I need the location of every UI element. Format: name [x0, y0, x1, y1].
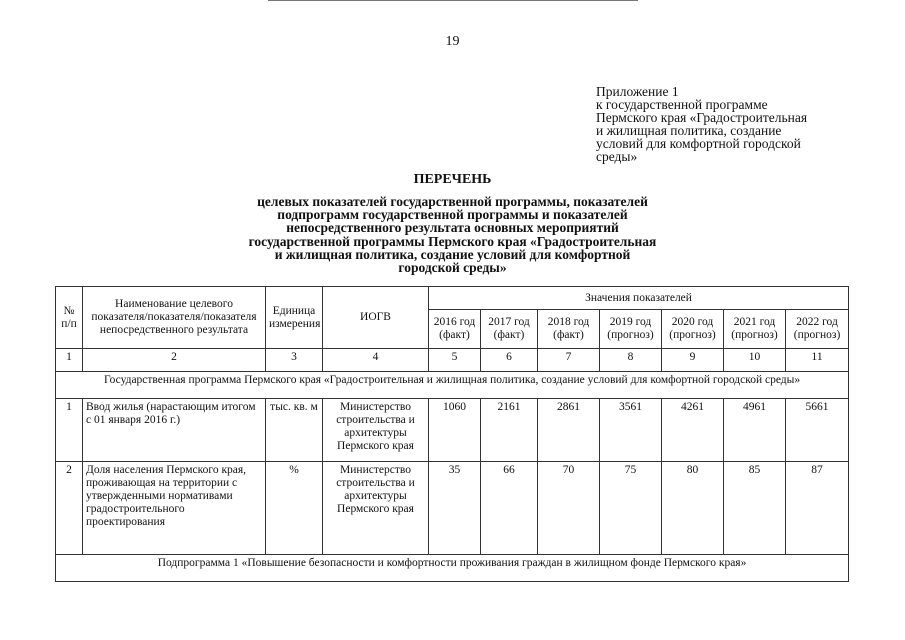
- row-value: 35: [429, 462, 481, 555]
- column-numbers-row: [56, 349, 849, 372]
- column-number: 5: [429, 349, 481, 372]
- appendix-line: Приложение 1: [596, 84, 679, 99]
- header-year: 2020 год (прогноз): [662, 310, 724, 349]
- column-number: 4: [323, 349, 429, 372]
- header-year: 2022 год (прогноз): [786, 310, 849, 349]
- row-value: 66: [481, 462, 538, 555]
- appendix-line: среды»: [596, 149, 638, 164]
- header-year: 2021 год (прогноз): [724, 310, 786, 349]
- header-name: Наименование целевого показателя/показателя/показателя непосредственного результата: [83, 287, 266, 349]
- row-value: 3561: [600, 399, 662, 462]
- header-year: 2019 год (прогноз): [600, 310, 662, 349]
- subtitle-line: государственной программы Пермского края «Градостроительная: [248, 233, 657, 249]
- column-number: 6: [481, 349, 538, 372]
- header-unit: Единица измерения: [266, 287, 323, 349]
- header-year: 2018 год (факт): [538, 310, 600, 349]
- column-number: 9: [662, 349, 724, 372]
- table-row: [56, 399, 849, 462]
- row-iogv: Министерство строительства и архитектуры Пермского края: [323, 462, 429, 555]
- row-value: 4261: [662, 399, 724, 462]
- subtitle-line: городской среды»: [398, 260, 507, 276]
- row-name: Ввод жилья (нарастающим итогом с 01 января 2016 г.): [83, 399, 266, 462]
- subtitle-line: подпрограмм государственной программы и показателей: [277, 207, 628, 223]
- appendix-line: и жилищная политика, создание: [596, 123, 782, 138]
- row-value: 2161: [481, 399, 538, 462]
- header-row: [56, 287, 849, 310]
- header-num: № п/п: [56, 287, 83, 349]
- appendix-line: Пермского края «Градостроительная: [596, 110, 808, 125]
- page-number: 19: [445, 34, 460, 49]
- top-rule: [268, 0, 638, 1]
- row-unit: %: [266, 462, 323, 555]
- row-unit: тыс. кв. м: [266, 399, 323, 462]
- row-value: 4961: [724, 399, 786, 462]
- subprogram-section-row: [56, 555, 849, 582]
- header-year: 2016 год (факт): [429, 310, 481, 349]
- subtitle-line: целевых показателей государственной программы, показателей: [257, 194, 648, 209]
- column-number: 8: [600, 349, 662, 372]
- appendix-note: [596, 85, 896, 163]
- appendix-line: к государственной программе: [596, 97, 768, 112]
- row-num: 2: [56, 462, 83, 555]
- table-row: [56, 462, 849, 555]
- column-number: 7: [538, 349, 600, 372]
- row-value: 2861: [538, 399, 600, 462]
- column-number: 2: [83, 349, 266, 372]
- indicators-table: [55, 286, 849, 582]
- row-name: Доля населения Пермского края, проживающая на территории с утвержденными нормативами градостроительного проектирования: [83, 462, 266, 555]
- header-iogv: ИОГВ: [323, 287, 429, 349]
- row-value: 87: [786, 462, 849, 555]
- row-value: 1060: [429, 399, 481, 462]
- row-value: 75: [600, 462, 662, 555]
- column-number: 11: [786, 349, 849, 372]
- header-year: 2017 год (факт): [481, 310, 538, 349]
- row-value: 80: [662, 462, 724, 555]
- program-section-title: Государственная программа Пермского края «Градостроительная и жилищная политика, создание условий для комфортной городской среды»: [56, 372, 849, 399]
- column-number: 3: [266, 349, 323, 372]
- row-iogv: Министерство строительства и архитектуры Пермского края: [323, 399, 429, 462]
- column-number: 10: [724, 349, 786, 372]
- program-section-row: [56, 372, 849, 399]
- row-num: 1: [56, 399, 83, 462]
- header-values-group: Значения показателей: [429, 287, 849, 310]
- subtitle-line: непосредственного результата основных мероприятий: [286, 220, 619, 236]
- row-value: 85: [724, 462, 786, 555]
- row-value: 5661: [786, 399, 849, 462]
- column-number: 1: [56, 349, 83, 372]
- subtitle-line: и жилищная политика, создание условий для комфортной: [274, 246, 631, 262]
- document-subtitle: [0, 195, 905, 274]
- row-value: 70: [538, 462, 600, 555]
- document-title: ПЕРЕЧЕНЬ: [413, 172, 492, 187]
- subprogram-section-title: Подпрограмма 1 «Повышение безопасности и комфортности проживания граждан в жилищном фонде Пермского края»: [56, 555, 849, 582]
- appendix-line: условий для комфортной городской: [596, 136, 801, 151]
